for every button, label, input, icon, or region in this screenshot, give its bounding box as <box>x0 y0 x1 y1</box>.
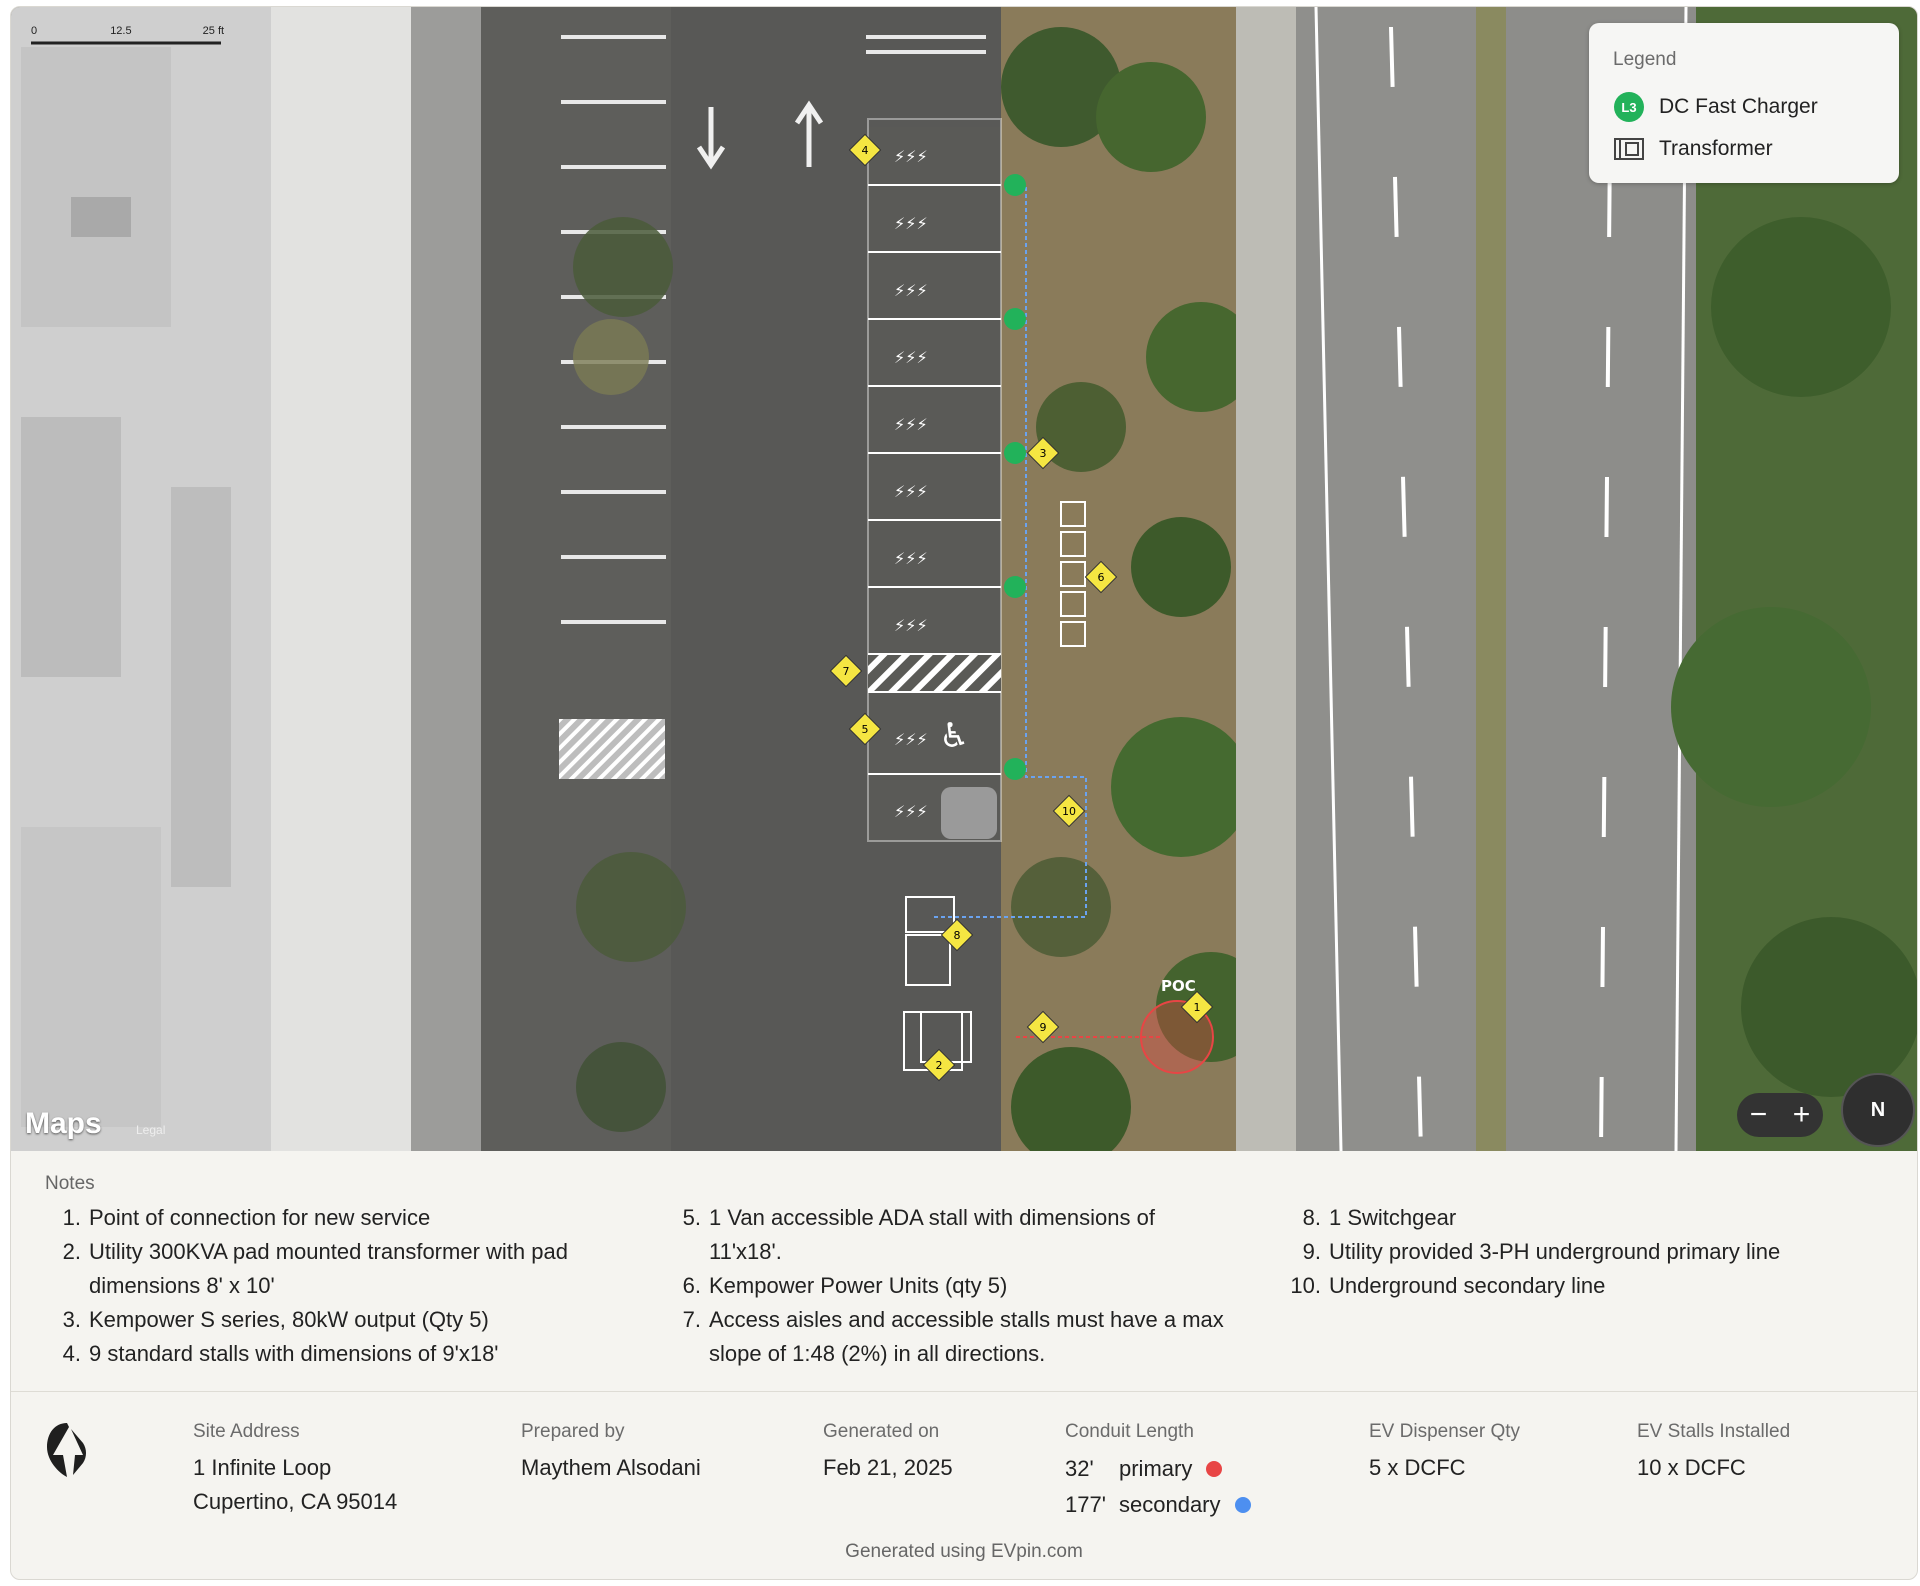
legend-label: Transformer <box>1659 137 1773 160</box>
conduit-length-block <box>1065 1421 1251 1523</box>
svg-text:5: 5 <box>861 723 869 736</box>
maps-legal-link[interactable]: Legal <box>136 1123 166 1137</box>
svg-text:10: 10 <box>1062 805 1076 818</box>
road <box>1296 7 1476 1151</box>
site-address-label: Site Address <box>193 1421 300 1442</box>
prepared-by-label: Prepared by <box>521 1421 625 1442</box>
svg-text:2: 2 <box>935 1059 943 1072</box>
legend-label: DC Fast Charger <box>1659 95 1818 118</box>
l3-charger-icon: L3 <box>1614 92 1644 122</box>
svg-text:⚡⚡⚡: ⚡⚡⚡ <box>894 214 928 233</box>
l3-charger-icon <box>1004 576 1026 598</box>
primary-color-dot <box>1206 1461 1222 1477</box>
stalls-installed-label: EV Stalls Installed <box>1637 1421 1791 1442</box>
maps-attribution[interactable] <box>25 1107 102 1141</box>
site-address-block <box>193 1421 397 1519</box>
prepared-by-block <box>521 1421 701 1485</box>
zoom-control[interactable] <box>1737 1093 1823 1137</box>
svg-text:6: 6 <box>1097 571 1105 584</box>
conduit-secondary-name: secondary <box>1119 1492 1221 1517</box>
secondary-color-dot <box>1235 1497 1251 1513</box>
scale-labels <box>31 25 224 37</box>
scale-tick-mid: 12.5 <box>110 25 132 37</box>
svg-text:8: 8 <box>953 929 961 942</box>
svg-text:⚡⚡⚡: ⚡⚡⚡ <box>894 802 928 821</box>
generated-on-block <box>823 1421 953 1485</box>
l3-charger-icon <box>1004 174 1026 196</box>
prepared-by-value: Maythem Alsodani <box>521 1455 701 1480</box>
l3-charger-icon <box>1004 442 1026 464</box>
scale-tick-end: 25 ft <box>202 25 225 37</box>
evpin-bolt-logo-icon <box>45 1421 89 1484</box>
transformer-icon <box>1613 133 1645 165</box>
note-item: 10. Underground secondary line <box>1290 1273 1606 1298</box>
zoom-in-button[interactable]: + <box>1792 1098 1811 1131</box>
notes-column-3 <box>1287 1201 1887 1303</box>
conduit-secondary-row <box>1065 1487 1251 1523</box>
note-item: 3. Kempower S series, 80kW output (Qty 5) <box>62 1307 489 1332</box>
stalls-installed-value: 10 x DCFC <box>1637 1455 1746 1480</box>
generated-on-value: Feb 21, 2025 <box>823 1455 953 1480</box>
note-item: 2. Utility 300KVA pad mounted transformer with pad dimensions 8' x 10' <box>62 1239 568 1298</box>
maps-text: Maps <box>25 1107 102 1140</box>
svg-text:4: 4 <box>861 144 869 157</box>
conduit-length-label: Conduit Length <box>1065 1421 1194 1442</box>
site-plan-sheet <box>10 6 1918 1580</box>
ada-symbol-icon: ♿ <box>939 716 970 756</box>
svg-text:⚡⚡⚡: ⚡⚡⚡ <box>894 482 928 501</box>
svg-text:⚡⚡⚡: ⚡⚡⚡ <box>894 348 928 367</box>
svg-text:1: 1 <box>1193 1001 1201 1014</box>
site-address-line1: 1 Infinite Loop <box>193 1455 332 1480</box>
scale-tick-0: 0 <box>31 25 38 37</box>
note-item: 1. Point of connection for new service <box>62 1205 431 1230</box>
note-item: 6. Kempower Power Units (qty 5) <box>682 1273 1008 1298</box>
poc-label: POC <box>1161 977 1196 995</box>
svg-text:3: 3 <box>1039 447 1047 460</box>
notes-title: Notes <box>45 1173 95 1194</box>
note-item: 4. 9 standard stalls with dimensions of 9'x18' <box>62 1341 499 1366</box>
legend-item-transformer <box>1613 133 1773 165</box>
ev-stalls <box>868 119 1001 841</box>
generated-on-label: Generated on <box>823 1421 940 1442</box>
legend-title: Legend <box>1613 49 1677 70</box>
note-item: 7. Access aisles and accessible stalls must have a max slope of 1:48 (2%) in all directions. <box>682 1307 1224 1366</box>
generated-using-text[interactable]: Generated using EVpin.com <box>845 1541 1083 1562</box>
svg-text:⚡⚡⚡: ⚡⚡⚡ <box>894 549 928 568</box>
conduit-primary-name: primary <box>1119 1456 1193 1481</box>
svg-text:⚡⚡⚡: ⚡⚡⚡ <box>894 730 928 749</box>
svg-text:7: 7 <box>842 665 850 678</box>
compass-icon[interactable] <box>1841 1073 1915 1147</box>
stalls-installed-block <box>1637 1421 1790 1485</box>
dispenser-qty-label: EV Dispenser Qty <box>1369 1421 1520 1442</box>
conduit-primary-row <box>1065 1451 1251 1487</box>
svg-text:⚡⚡⚡: ⚡⚡⚡ <box>894 616 928 635</box>
notes-column-2 <box>667 1201 1227 1371</box>
conduit-secondary-length: 177' <box>1065 1492 1106 1517</box>
access-aisle-hatch <box>868 655 1001 691</box>
legend-item-dc-fast-charger <box>1613 91 1818 123</box>
dispenser-qty-block <box>1369 1421 1520 1485</box>
legend-panel <box>1589 23 1899 183</box>
svg-text:⚡⚡⚡: ⚡⚡⚡ <box>894 415 928 434</box>
svg-text:9: 9 <box>1039 1021 1047 1034</box>
note-item: 5. 1 Van accessible ADA stall with dimensions of 11'x18'. <box>682 1205 1155 1264</box>
svg-text:⚡⚡⚡: ⚡⚡⚡ <box>894 281 928 300</box>
site-address-line2: Cupertino, CA 95014 <box>193 1489 398 1514</box>
notes-section <box>11 1151 1917 1392</box>
footer <box>11 1391 1917 1579</box>
compass-label: N <box>1870 1098 1886 1121</box>
l3-charger-icon <box>1004 308 1026 330</box>
note-item: 9. Utility provided 3-PH underground primary line <box>1302 1239 1781 1264</box>
note-item: 8. 1 Switchgear <box>1302 1205 1457 1230</box>
zoom-out-button[interactable]: − <box>1749 1098 1768 1131</box>
l3-charger-icon <box>1004 758 1026 780</box>
conduit-primary-length: 32' <box>1065 1456 1094 1481</box>
satellite-map[interactable] <box>11 7 1917 1151</box>
dispenser-qty-value: 5 x DCFC <box>1369 1455 1466 1480</box>
svg-text:⚡⚡⚡: ⚡⚡⚡ <box>894 147 928 166</box>
notes-column-1 <box>47 1201 647 1371</box>
